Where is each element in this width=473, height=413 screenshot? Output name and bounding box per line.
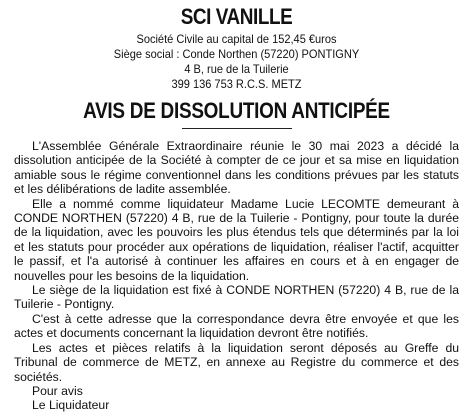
company-capital: Société Civile au capital de 152,45 €uros [136, 32, 337, 46]
registered-office: Siège social : Conde Northen (57220) PONTIGNY [113, 47, 360, 61]
company-details [32, 32, 441, 92]
signoff [14, 384, 459, 413]
paragraph-filing: Les actes et pièces relatifs à la liquidation seront déposés au Greffe du Tribunal de commerce de METZ, en annexe au Registre du commerce et des sociétés. [14, 340, 459, 384]
notice-body [14, 139, 459, 384]
paragraph-correspondence: C'est à cette adresse que la correspondance devra être envoyée et que les actes et documents concernant la liquidation devront être notifiés. [14, 311, 459, 341]
signoff-liquidator: Le Liquidateur [32, 398, 110, 413]
notice-title: AVIS DE DISSOLUTION ANTICIPÉE [83, 98, 390, 123]
paragraph-liquidation-seat: Le siège de la liquidation est fixé à CONDE NORTHEN (57220) 4 B, rue de la Tuilerie - Pontigny. [14, 283, 459, 312]
title-divider [182, 128, 292, 129]
legal-notice [0, 4, 473, 412]
signoff-pour-avis: Pour avis [32, 383, 83, 398]
office-address: 4 B, rue de la Tuilerie [184, 62, 289, 76]
company-name: SCI VANILLE [180, 4, 293, 29]
rcs-number: 399 136 753 R.C.S. METZ [171, 77, 302, 91]
paragraph-liquidator: Elle a nommé comme liquidateur Madame Lucie LECOMTE demeurant à CONDE NORTHEN (57220) 4 B, rue de la Tuilerie - Pontigny, pour toute la durée de la liquidation, avec les pouvoirs les plus étendus tels que déterminés par la loi et les statuts pour procéder aux opérations de liquidation, réaliser l'actif, acquitter le passif, et l'a autorisé à continuer les affaires en cours et à en engager de nouvelles pour les besoins de la liquidation. [14, 196, 459, 283]
paragraph-dissolution: L'Assemblée Générale Extraordinaire réunie le 30 mai 2023 a décidé la dissolution anticipée de la Société à compter de ce jour et sa mise en liquidation amiable sous le régime conventionnel dans les conditions prévues par les statuts et les délibérations de ladite assemblée. [14, 139, 459, 197]
